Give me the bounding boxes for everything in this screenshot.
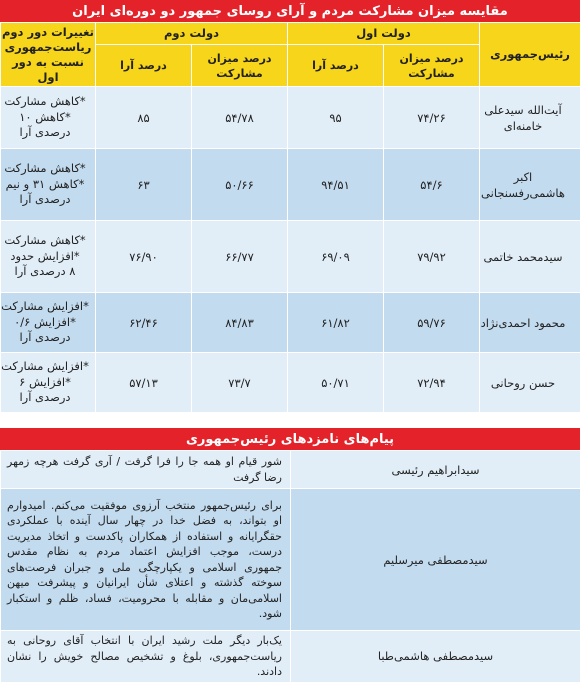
messages-title: پیام‌های نامزدهای رئیس‌جمهوری [0,428,580,450]
candidate-name: سیدمصطفی میرسلیم [291,489,580,631]
main-title: مقایسه میزان مشارکت مردم و آرای روسای جمهور دو دوره‌ای ایران [0,0,580,22]
header-changes: تغییرات دور دوم ریاست‌جمهوری نسبت به دور اول [1,23,96,87]
header-first-term: دولت اول [288,23,480,45]
president-name: اکبر هاشمی‌رفسنجانی [480,149,580,221]
candidate-message: یک‌بار دیگر ملت رشید ایران با انتخاب آقای روحانی به ریاست‌جمهوری، بلوغ و تشخیص مصالح خویش را نشان دادند. [1,631,291,683]
change-text: *کاهش مشارکت *افزایش حدود ۸ درصدی آرا [1,221,96,293]
change-text: *افزایش مشارکت *افزایش ۰/۶ درصدی آرا [1,293,96,353]
first-participation: ۷۴/۲۶ [384,87,480,149]
header-second-term: دولت دوم [96,23,288,45]
header-participation-1: درصد میزان مشارکت [384,45,480,87]
second-votes: ۷۶/۹۰ [96,221,192,293]
president-name: محمود احمدی‌نژاد [480,293,580,353]
first-votes: ۹۴/۵۱ [288,149,384,221]
table-row [1,353,580,413]
candidate-name: سیدمصطفی هاشمی‌طبا [291,631,580,683]
president-name: آیت‌الله سیدعلی خامنه‌ای [480,87,580,149]
messages-table [0,450,580,683]
second-votes: ۶۲/۴۶ [96,293,192,353]
table-row [1,221,580,293]
second-participation: ۷۳/۷ [192,353,288,413]
header-participation-2: درصد میزان مشارکت [192,45,288,87]
table-row [1,293,580,353]
second-participation: ۵۴/۷۸ [192,87,288,149]
first-votes: ۹۵ [288,87,384,149]
change-text: *افزایش مشارکت *افزایش ۶ درصدی آرا [1,353,96,413]
first-participation: ۷۲/۹۴ [384,353,480,413]
first-votes: ۶۱/۸۲ [288,293,384,353]
message-row [1,451,580,489]
second-votes: ۸۵ [96,87,192,149]
second-votes: ۶۳ [96,149,192,221]
change-text: *کاهش مشارکت *کاهش ۱۰ درصدی آرا [1,87,96,149]
first-participation: ۷۹/۹۲ [384,221,480,293]
table-row [1,87,580,149]
candidate-message: شور قیام او همه جا را فرا گرفت / آری گرفت هرچه زمهر رضا گرفت [1,451,291,489]
first-participation: ۵۴/۶ [384,149,480,221]
first-votes: ۵۰/۷۱ [288,353,384,413]
president-name: حسن روحانی [480,353,580,413]
header-president: رئیس‌جمهوری [480,23,580,87]
change-text: *کاهش مشارکت *کاهش ۳۱ و نیم درصدی آرا [1,149,96,221]
message-row [1,489,580,631]
second-votes: ۵۷/۱۳ [96,353,192,413]
candidate-message: برای رئیس‌جمهور منتخب آرزوی موفقیت می‌کنم. امیدوارم او بتواند، به فضل خدا در چهار سال آینده با عملکردی حقگرایانه و استفاده از همکاران پاکدست و اتخاذ مدیریت درست، موجب افزایش اعتماد مردم به نظام مقدس جمهوری اسلامی و یکپارچگی ملی و جبران فرصت‌های سوخته گذشته و اعتلای شأن ایرانیان و پیشرفت میهن اسلامی‌مان و مقابله با محرومیت، فساد، ظلم و استکبار شود. [1,489,291,631]
message-row [1,631,580,683]
candidate-name: سیدابراهیم رئیسی [291,451,580,489]
second-participation: ۸۴/۸۳ [192,293,288,353]
first-participation: ۵۹/۷۶ [384,293,480,353]
first-votes: ۶۹/۰۹ [288,221,384,293]
second-participation: ۵۰/۶۶ [192,149,288,221]
header-votes-1: درصد آرا [288,45,384,87]
comparison-table [0,22,580,413]
header-votes-2: درصد آرا [96,45,192,87]
second-participation: ۶۶/۷۷ [192,221,288,293]
president-name: سیدمحمد خاتمی [480,221,580,293]
table-row [1,149,580,221]
